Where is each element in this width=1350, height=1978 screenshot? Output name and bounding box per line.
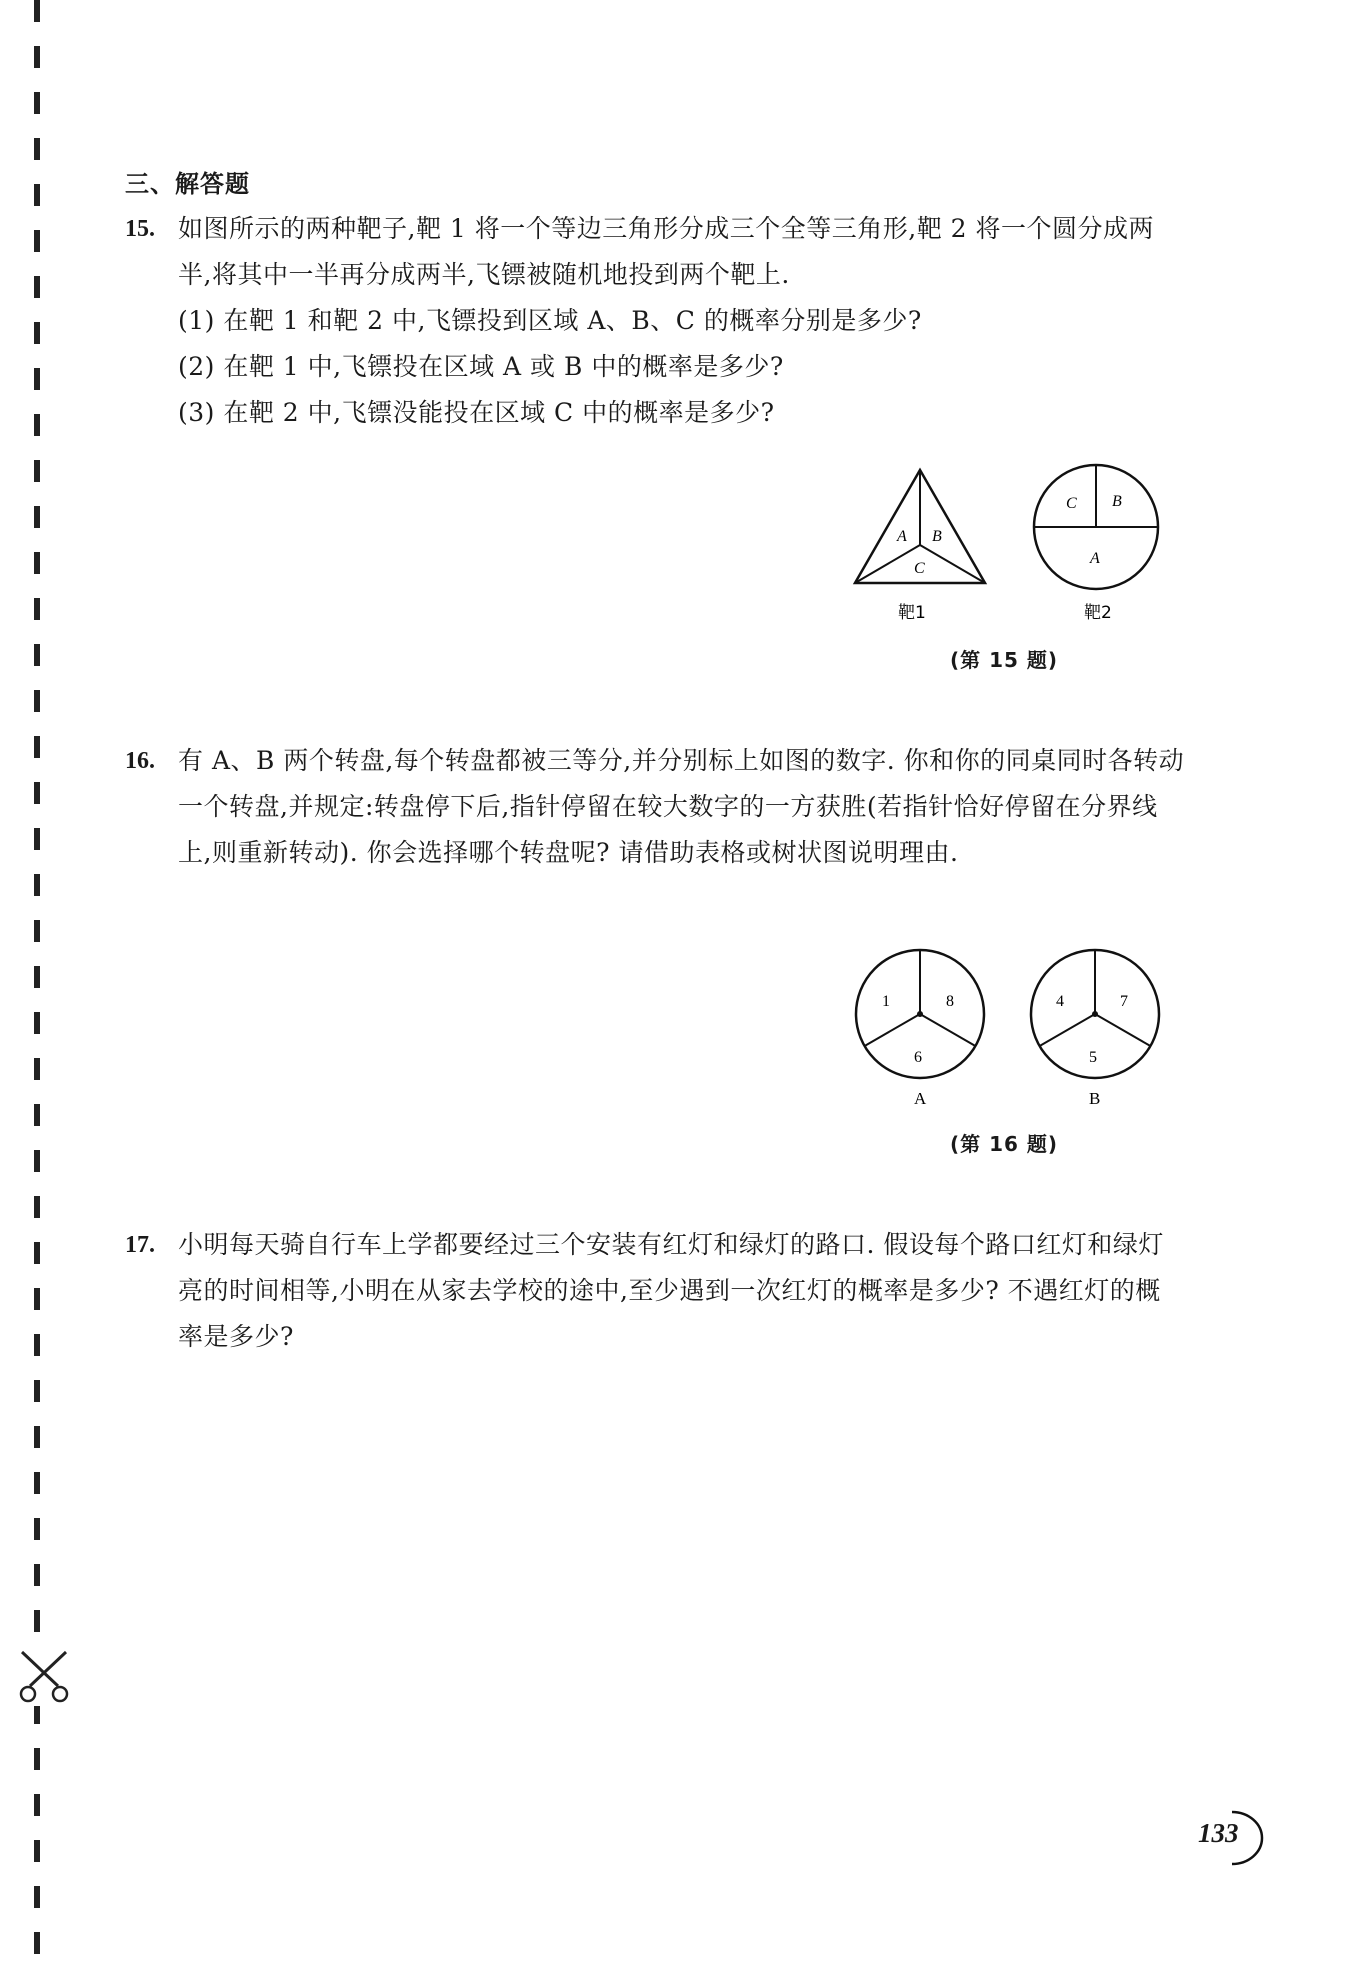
spinner-a-label: A <box>914 1089 927 1108</box>
target-1-label: 靶1 <box>898 603 926 623</box>
region-label: B <box>1112 493 1122 510</box>
region-label: C <box>914 560 925 577</box>
section-title: 三、解答题 <box>125 170 250 198</box>
region-label: A <box>897 528 907 545</box>
target-2-diagram <box>1034 465 1158 589</box>
figure-caption: (第 16 题) <box>950 1132 1059 1156</box>
region-label: A <box>1090 550 1100 567</box>
figure-caption: (第 15 题) <box>950 648 1059 672</box>
page-number <box>1192 1810 1282 1866</box>
spinner-number: 6 <box>914 1049 922 1066</box>
region-label: C <box>1066 495 1077 512</box>
figure-15 <box>840 460 1180 644</box>
sub-question-2: (2) 在靶 1 中,飞镖投在区域 A 或 B 中的概率是多少? <box>178 352 784 381</box>
question-17 <box>125 1222 1185 1360</box>
target-2-label: 靶2 <box>1084 603 1112 623</box>
figure-16 <box>850 948 1170 1122</box>
region-label: B <box>932 528 942 545</box>
question-number: 17. <box>125 1232 155 1258</box>
spinner-number: 5 <box>1089 1049 1097 1066</box>
page-number-text: 133 <box>1198 1818 1239 1848</box>
spinner-number: 7 <box>1120 993 1128 1010</box>
question-number: 16. <box>125 748 155 774</box>
spinner-a <box>856 950 984 1078</box>
spinner-b <box>1031 950 1159 1078</box>
question-text: 有 A、B 两个转盘,每个转盘都被三等分,并分别标上如图的数字. 你和你的同桌同时各转动一个转盘,并规定:转盘停下后,指针停留在较大数字的一方获胜(若指针恰好停留在分界线上,则重新转动). 你会选择哪个转盘呢? 请借助表格或树状图说明理由. <box>178 746 1185 867</box>
scissors-icon <box>14 1648 74 1706</box>
spinner-number: 8 <box>946 993 954 1010</box>
question-15 <box>125 206 1185 436</box>
spinner-b-label: B <box>1089 1089 1101 1108</box>
target-1-diagram <box>855 470 985 583</box>
question-text: 如图所示的两种靶子,靶 1 将一个等边三角形分成三个全等三角形,靶 2 将一个圆分成两半,将其中一半再分成两半,飞镖被随机地投到两个靶上. <box>178 214 1154 289</box>
question-number: 15. <box>125 216 155 242</box>
question-16 <box>125 738 1185 876</box>
sub-question-1: (1) 在靶 1 和靶 2 中,飞镖投到区域 A、B、C 的概率分别是多少? <box>178 306 922 335</box>
question-text: 小明每天骑自行车上学都要经过三个安装有红灯和绿灯的路口. 假设每个路口红灯和绿灯亮的时间相等,小明在从家去学校的途中,至少遇到一次红灯的概率是多少? 不遇红灯的概率是多少? <box>178 1230 1164 1351</box>
spinner-number: 1 <box>882 993 890 1010</box>
spinner-number: 4 <box>1056 993 1064 1010</box>
sub-question-3: (3) 在靶 2 中,飞镖没能投在区域 C 中的概率是多少? <box>178 398 775 427</box>
